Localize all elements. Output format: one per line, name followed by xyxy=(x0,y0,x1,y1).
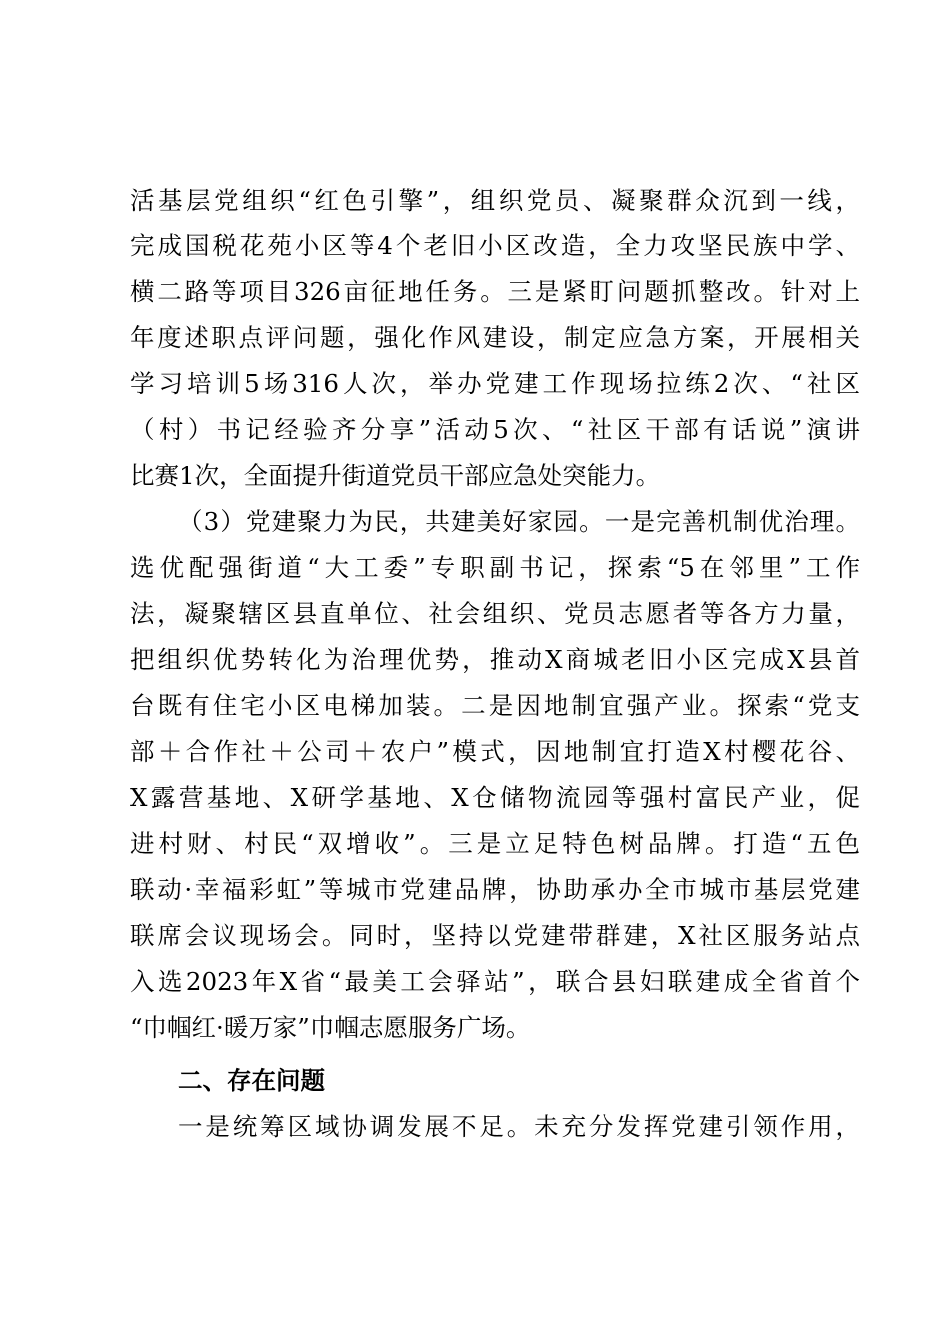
text-line: 横二路等项目326亩征地任务。三是紧盯问题抓整改。针对上 xyxy=(130,277,860,306)
text-line: 进村财、村民“双增收”。三是立足特色树品牌。打造“五色 xyxy=(130,829,860,858)
text-line: 学习培训5场316人次，举办党建工作现场拉练2次、“社区 xyxy=(130,369,860,398)
text-line: 活基层党组织“红色引擎”，组织党员、凝聚群众沉到一线， xyxy=(130,186,860,215)
text-line: 入选2023年X省“最美工会驿站”，联合县妇联建成全省首个 xyxy=(130,967,860,996)
section-heading: 二、存在问题 xyxy=(178,1066,325,1095)
text-line: 联动·幸福彩虹”等城市党建品牌，协助承办全市城市基层党建 xyxy=(130,875,860,904)
text-line: （3）党建聚力为民，共建美好家园。一是完善机制优治理。 xyxy=(178,507,860,536)
text-line: X露营基地、X研学基地、X仓储物流园等强村富民产业，促 xyxy=(130,783,860,812)
text-line: 把组织优势转化为治理优势，推动X商城老旧小区完成X县首 xyxy=(130,645,860,674)
text-line: （村）书记经验齐分享”活动5次、“社区干部有话说”演讲 xyxy=(130,415,860,444)
text-line: 部＋合作社＋公司＋农户”模式，因地制宜打造X村樱花谷、 xyxy=(130,737,860,766)
text-line: 年度述职点评问题，强化作风建设，制定应急方案，开展相关 xyxy=(130,323,860,352)
text-line: 法，凝聚辖区县直单位、社会组织、党员志愿者等各方力量， xyxy=(130,599,860,628)
text-line: 完成国税花苑小区等4个老旧小区改造，全力攻坚民族中学、 xyxy=(130,231,860,260)
text-line: 一是统筹区域协调发展不足。未充分发挥党建引领作用， xyxy=(178,1112,860,1141)
text-line: 选优配强街道“大工委”专职副书记，探索“5在邻里”工作 xyxy=(130,553,860,582)
text-line: 比赛1次，全面提升街道党员干部应急处突能力。 xyxy=(130,461,661,490)
text-line: 台既有住宅小区电梯加装。二是因地制宜强产业。探索“党支 xyxy=(130,691,860,720)
text-line: 联席会议现场会。同时，坚持以党建带群建，X社区服务站点 xyxy=(130,921,860,950)
text-line: “巾帼红·暖万家”巾帼志愿服务广场。 xyxy=(130,1013,531,1042)
